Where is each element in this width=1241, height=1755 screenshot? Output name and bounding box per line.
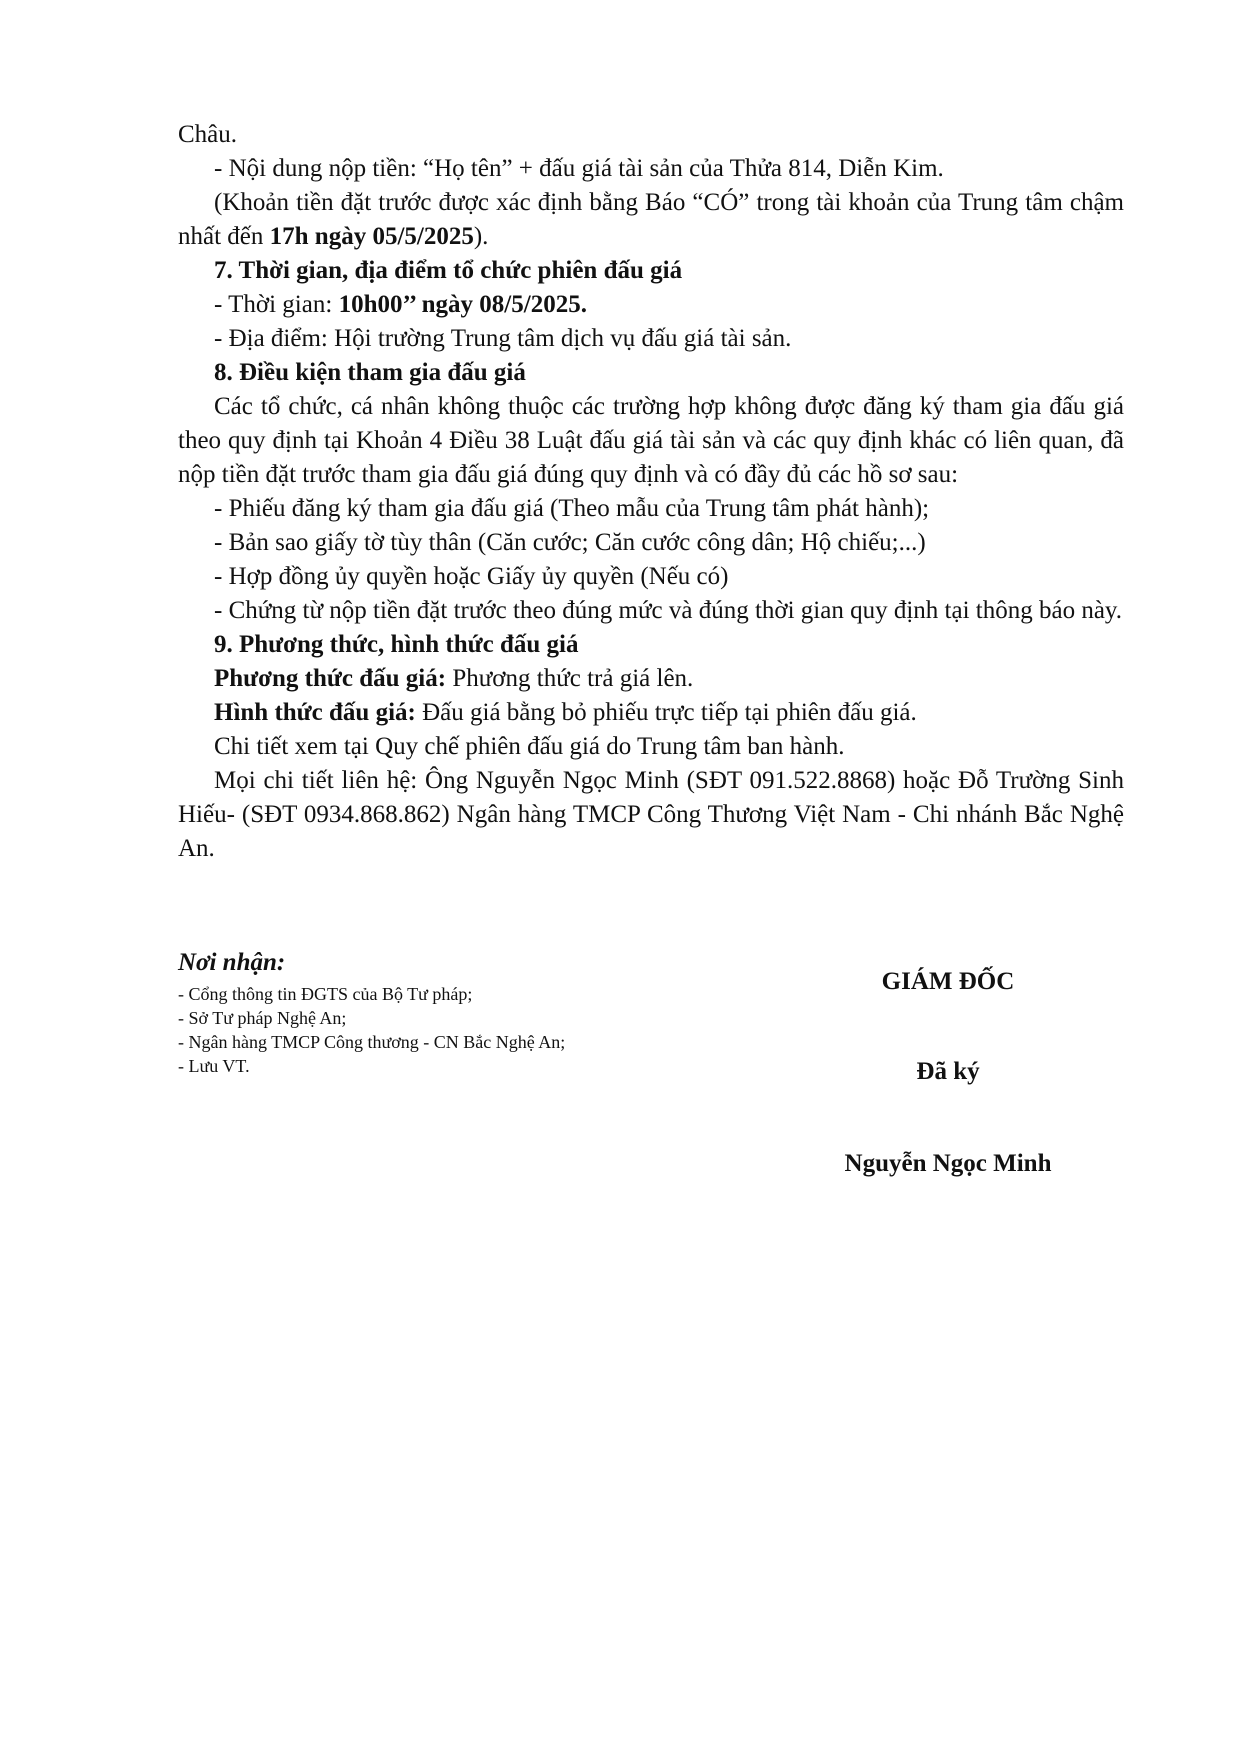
thoi-gian-value: 10h00’’ ngày 08/5/2025.	[338, 291, 587, 318]
ho-so-item: - Phiếu đăng ký tham gia đấu giá (Theo mẫu của Trung tâm phát hành);	[214, 495, 930, 522]
hinh-thuc-value: Đấu giá bằng bỏ phiếu trực tiếp tại phiên đấu giá.	[415, 699, 917, 726]
hinh-thuc-label: Hình thức đấu giá:	[214, 699, 416, 726]
ho-so-item: - Bản sao giấy tờ tùy thân (Căn cước; Căn cước công dân; Hộ chiếu;...)	[214, 529, 926, 556]
recipients-block	[178, 948, 738, 1078]
chi-tiet-quy-che: Chi tiết xem tại Quy chế phiên đấu giá do Trung tâm ban hành.	[214, 733, 845, 760]
noi-dung-nop-tien: - Nội dung nộp tiền: “Họ tên” + đấu giá tài sản của Thửa 814, Diễn Kim.	[214, 155, 944, 182]
recipients-list	[178, 982, 738, 1078]
recipient-item: - Lưu VT.	[178, 1056, 250, 1076]
hinh-thuc	[178, 696, 1124, 730]
ho-so-item: - Chứng từ nộp tiền đặt trước theo đúng mức và đúng thời gian quy định tại thông báo này.	[214, 597, 1123, 624]
khoan-tien-deadline: 17h ngày 05/5/2025	[269, 223, 474, 250]
khoan-tien-dat-truoc	[178, 186, 1124, 254]
phuong-thuc	[178, 662, 1124, 696]
recipient-item: - Sở Tư pháp Nghệ An;	[178, 1008, 347, 1028]
thoi-gian	[178, 288, 1124, 322]
dia-diem: - Địa điểm: Hội trường Trung tâm dịch vụ đấu giá tài sản.	[214, 325, 792, 352]
section-8-title: 8. Điều kiện tham gia đấu giá	[214, 359, 526, 386]
phuong-thuc-label: Phương thức đấu giá:	[214, 665, 447, 692]
document-footer	[178, 948, 1124, 1218]
recipient-item: - Ngân hàng TMCP Công thương - CN Bắc Nghệ An;	[178, 1032, 566, 1052]
recipients-title: Nơi nhận:	[178, 949, 286, 976]
dieu-kien-paragraph: Các tổ chức, cá nhân không thuộc các trường hợp không được đăng ký tham gia đấu giá theo quy định tại Khoản 4 Điều 38 Luật đấu giá tài sản và các quy định khác có liên quan, đã nộp tiền đặt trước tham gia đấu giá đúng quy định và có đầy đủ các hồ sơ sau:	[178, 393, 1124, 488]
ho-so-item: - Hợp đồng ủy quyền hoặc Giấy ủy quyền (Nếu có)	[214, 563, 729, 590]
line-chau: Châu.	[178, 121, 238, 148]
khoan-tien-text: (Khoản tiền đặt trước được xác định bằng Báo “CÓ” trong tài khoản của Trung tâm chậm nhất đến	[178, 189, 1124, 250]
document-body	[178, 118, 1124, 866]
recipient-item: - Cổng thông tin ĐGTS của Bộ Tư pháp;	[178, 984, 473, 1004]
signer-title: GIÁM ĐỐC	[881, 968, 1015, 995]
khoan-tien-end: ).	[473, 223, 489, 250]
section-7-title: 7. Thời gian, địa điểm tổ chức phiên đấu giá	[214, 257, 683, 284]
section-9-title: 9. Phương thức, hình thức đấu giá	[214, 631, 579, 658]
signer-name: Nguyễn Ngọc Minh	[844, 1150, 1052, 1177]
signed-status: Đã ký	[916, 1058, 980, 1085]
lien-he-paragraph: Mọi chi tiết liên hệ: Ông Nguyễn Ngọc Minh (SĐT 091.522.8868) hoặc Đỗ Trường Sinh Hiếu- (SĐT 0934.868.862) Ngân hàng TMCP Công Thương Việt Nam - Chi nhánh Bắc Nghệ An.	[178, 767, 1124, 862]
thoi-gian-label: - Thời gian:	[214, 291, 339, 318]
phuong-thuc-value: Phương thức trả giá lên.	[446, 665, 694, 692]
